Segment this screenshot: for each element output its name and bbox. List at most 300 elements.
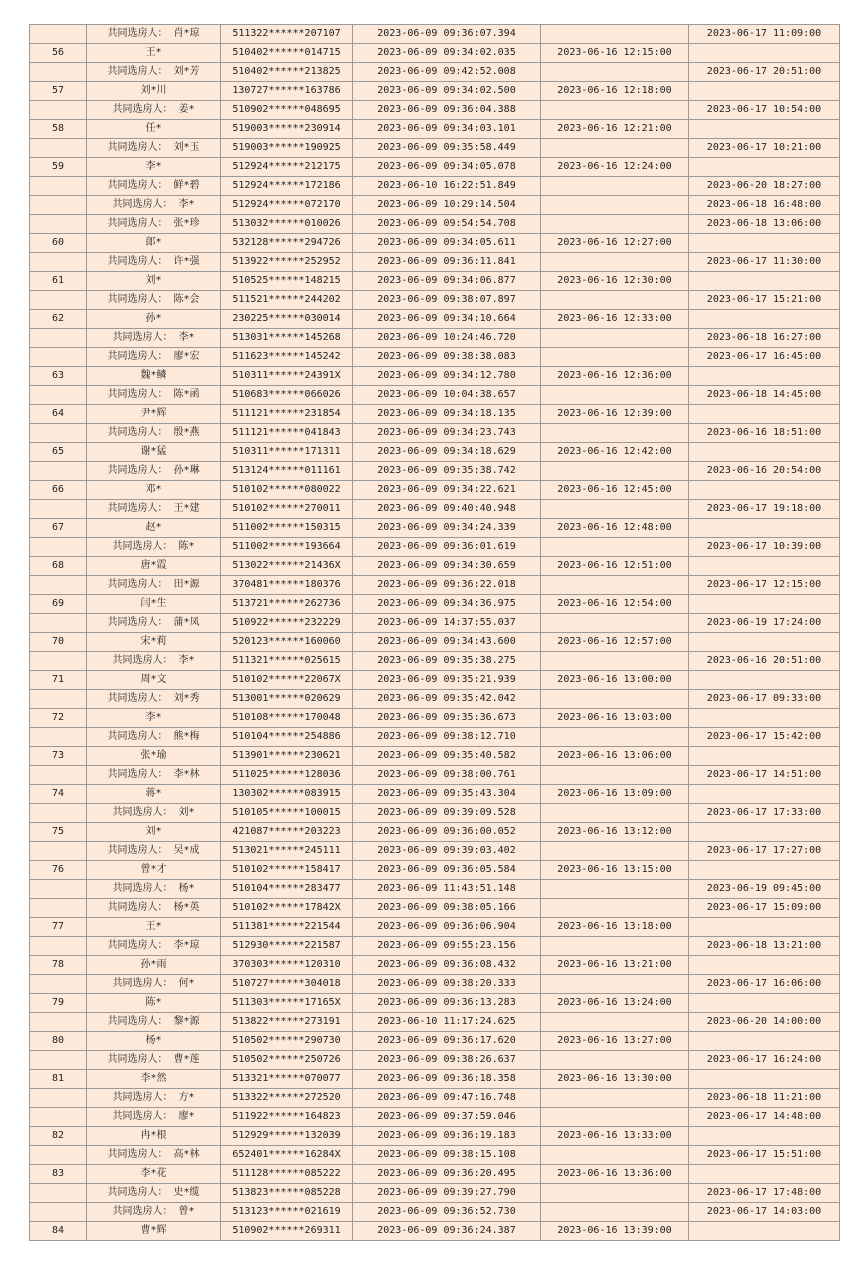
applicant-name-cell: 共同选房人： 方* xyxy=(87,1089,221,1108)
selection-time-cell xyxy=(541,766,689,785)
selection-time-cell xyxy=(541,1013,689,1032)
registration-time-cell: 2023-06-09 09:34:24.339 xyxy=(353,519,541,538)
selection-time-cell: 2023-06-16 12:39:00 xyxy=(541,405,689,424)
id-number-cell: 510108******170048 xyxy=(221,709,353,728)
table-row xyxy=(30,82,840,101)
selection-time-cell: 2023-06-16 13:27:00 xyxy=(541,1032,689,1051)
selection-time-cell xyxy=(541,975,689,994)
registration-time-cell: 2023-06-09 09:35:36.673 xyxy=(353,709,541,728)
table-row xyxy=(30,139,840,158)
applicant-name-cell: 李* xyxy=(87,158,221,177)
applicant-name-cell: 共同选房人： 李* xyxy=(87,652,221,671)
table-row xyxy=(30,405,840,424)
confirmation-time-cell: 2023-06-17 16:06:00 xyxy=(689,975,840,994)
selection-time-cell xyxy=(541,101,689,120)
confirmation-time-cell xyxy=(689,823,840,842)
confirmation-time-cell: 2023-06-17 16:24:00 xyxy=(689,1051,840,1070)
selection-time-cell: 2023-06-16 13:18:00 xyxy=(541,918,689,937)
registration-time-cell: 2023-06-09 09:55:23.156 xyxy=(353,937,541,956)
registration-time-cell: 2023-06-09 09:36:00.052 xyxy=(353,823,541,842)
applicant-name-cell: 王* xyxy=(87,918,221,937)
table-row xyxy=(30,576,840,595)
applicant-name-cell: 共同选房人： 李*林 xyxy=(87,766,221,785)
selection-time-cell: 2023-06-16 12:33:00 xyxy=(541,310,689,329)
confirmation-time-cell xyxy=(689,633,840,652)
table-row xyxy=(30,348,840,367)
id-number-cell: 510683******066026 xyxy=(221,386,353,405)
row-number-cell: 67 xyxy=(30,519,87,538)
id-number-cell: 421087******203223 xyxy=(221,823,353,842)
row-number-cell xyxy=(30,766,87,785)
row-number-cell xyxy=(30,652,87,671)
confirmation-time-cell: 2023-06-17 11:09:00 xyxy=(689,25,840,44)
table-row xyxy=(30,253,840,272)
applicant-name-cell: 陈* xyxy=(87,994,221,1013)
registration-time-cell: 2023-06-09 09:35:21.939 xyxy=(353,671,541,690)
registration-time-cell: 2023-06-09 09:34:30.659 xyxy=(353,557,541,576)
confirmation-time-cell: 2023-06-17 17:27:00 xyxy=(689,842,840,861)
confirmation-time-cell: 2023-06-18 13:21:00 xyxy=(689,937,840,956)
confirmation-time-cell xyxy=(689,272,840,291)
registration-time-cell: 2023-06-09 10:24:46.720 xyxy=(353,329,541,348)
row-number-cell xyxy=(30,937,87,956)
registration-time-cell: 2023-06-09 09:34:43.600 xyxy=(353,633,541,652)
selection-time-cell: 2023-06-16 13:06:00 xyxy=(541,747,689,766)
row-number-cell xyxy=(30,1051,87,1070)
confirmation-time-cell xyxy=(689,367,840,386)
confirmation-time-cell xyxy=(689,1127,840,1146)
row-number-cell xyxy=(30,728,87,747)
selection-time-cell: 2023-06-16 13:36:00 xyxy=(541,1165,689,1184)
registration-time-cell: 2023-06-09 09:34:23.743 xyxy=(353,424,541,443)
selection-time-cell xyxy=(541,139,689,158)
confirmation-time-cell xyxy=(689,918,840,937)
row-number-cell xyxy=(30,1089,87,1108)
selection-time-cell: 2023-06-16 12:54:00 xyxy=(541,595,689,614)
selection-time-cell: 2023-06-16 13:30:00 xyxy=(541,1070,689,1089)
selection-time-cell xyxy=(541,937,689,956)
selection-time-cell: 2023-06-16 12:51:00 xyxy=(541,557,689,576)
applicant-name-cell: 李*然 xyxy=(87,1070,221,1089)
applicant-name-cell: 李*花 xyxy=(87,1165,221,1184)
registration-time-cell: 2023-06-09 09:36:06.904 xyxy=(353,918,541,937)
table-row xyxy=(30,1108,840,1127)
applicant-name-cell: 共同选房人： 曾* xyxy=(87,1203,221,1222)
selection-time-cell xyxy=(541,424,689,443)
confirmation-time-cell: 2023-06-18 14:45:00 xyxy=(689,386,840,405)
applicant-name-cell: 共同选房人： 陈*会 xyxy=(87,291,221,310)
table-row xyxy=(30,367,840,386)
id-number-cell: 512924******072170 xyxy=(221,196,353,215)
registration-time-cell: 2023-06-09 09:38:38.083 xyxy=(353,348,541,367)
confirmation-time-cell: 2023-06-17 10:54:00 xyxy=(689,101,840,120)
confirmation-time-cell xyxy=(689,1070,840,1089)
table-row xyxy=(30,1127,840,1146)
confirmation-time-cell: 2023-06-17 10:39:00 xyxy=(689,538,840,557)
confirmation-time-cell: 2023-06-20 18:27:00 xyxy=(689,177,840,196)
applicant-name-cell: 刘* xyxy=(87,272,221,291)
table-row xyxy=(30,519,840,538)
confirmation-time-cell xyxy=(689,120,840,139)
id-number-cell: 513922******252952 xyxy=(221,253,353,272)
table-row xyxy=(30,975,840,994)
id-number-cell: 511128******085222 xyxy=(221,1165,353,1184)
confirmation-time-cell xyxy=(689,595,840,614)
row-number-cell: 70 xyxy=(30,633,87,652)
applicant-name-cell: 共同选房人： 李* xyxy=(87,196,221,215)
confirmation-time-cell: 2023-06-17 20:51:00 xyxy=(689,63,840,82)
applicant-name-cell: 宋*莉 xyxy=(87,633,221,652)
applicant-name-cell: 共同选房人： 刘* xyxy=(87,804,221,823)
confirmation-time-cell: 2023-06-17 09:33:00 xyxy=(689,690,840,709)
registration-time-cell: 2023-06-09 09:36:52.730 xyxy=(353,1203,541,1222)
confirmation-time-cell: 2023-06-18 11:21:00 xyxy=(689,1089,840,1108)
applicant-name-cell: 共同选房人： 何* xyxy=(87,975,221,994)
selection-time-cell: 2023-06-16 13:03:00 xyxy=(541,709,689,728)
table-row xyxy=(30,1203,840,1222)
applicant-name-cell: 曹*辉 xyxy=(87,1222,221,1241)
applicant-name-cell: 邓* xyxy=(87,481,221,500)
registration-time-cell: 2023-06-09 09:38:26.637 xyxy=(353,1051,541,1070)
confirmation-time-cell: 2023-06-19 17:24:00 xyxy=(689,614,840,633)
applicant-name-cell: 任* xyxy=(87,120,221,139)
table-row xyxy=(30,291,840,310)
row-number-cell xyxy=(30,1108,87,1127)
applicant-name-cell: 唐*霞 xyxy=(87,557,221,576)
id-number-cell: 511922******164823 xyxy=(221,1108,353,1127)
row-number-cell xyxy=(30,899,87,918)
table-row xyxy=(30,690,840,709)
row-number-cell: 82 xyxy=(30,1127,87,1146)
table-row xyxy=(30,728,840,747)
row-number-cell: 69 xyxy=(30,595,87,614)
applicant-name-cell: 共同选房人： 姜* xyxy=(87,101,221,120)
row-number-cell: 71 xyxy=(30,671,87,690)
applicant-name-cell: 共同选房人： 刘*芳 xyxy=(87,63,221,82)
registration-time-cell: 2023-06-09 09:34:02.035 xyxy=(353,44,541,63)
row-number-cell xyxy=(30,690,87,709)
row-number-cell xyxy=(30,842,87,861)
applicant-name-cell: 孙* xyxy=(87,310,221,329)
applicant-name-cell: 杨* xyxy=(87,1032,221,1051)
confirmation-time-cell xyxy=(689,994,840,1013)
applicant-name-cell: 闫*生 xyxy=(87,595,221,614)
registration-time-cell: 2023-06-09 09:36:08.432 xyxy=(353,956,541,975)
row-number-cell xyxy=(30,348,87,367)
table-row xyxy=(30,481,840,500)
selection-time-cell: 2023-06-16 12:27:00 xyxy=(541,234,689,253)
table-row xyxy=(30,994,840,1013)
table-row xyxy=(30,234,840,253)
table-row xyxy=(30,918,840,937)
registration-time-cell: 2023-06-09 09:39:03.402 xyxy=(353,842,541,861)
registration-time-cell: 2023-06-09 09:39:27.790 xyxy=(353,1184,541,1203)
row-number-cell: 63 xyxy=(30,367,87,386)
id-number-cell: 130727******163786 xyxy=(221,82,353,101)
id-number-cell: 511623******145242 xyxy=(221,348,353,367)
selection-time-cell xyxy=(541,291,689,310)
registration-time-cell: 2023-06-09 09:34:06.877 xyxy=(353,272,541,291)
row-number-cell: 74 xyxy=(30,785,87,804)
row-number-cell: 66 xyxy=(30,481,87,500)
registration-time-cell: 2023-06-09 09:39:09.528 xyxy=(353,804,541,823)
selection-time-cell xyxy=(541,804,689,823)
confirmation-time-cell: 2023-06-18 13:06:00 xyxy=(689,215,840,234)
confirmation-time-cell xyxy=(689,405,840,424)
applicant-name-cell: 共同选房人： 张*珍 xyxy=(87,215,221,234)
id-number-cell: 513031******145268 xyxy=(221,329,353,348)
row-number-cell: 56 xyxy=(30,44,87,63)
row-number-cell: 57 xyxy=(30,82,87,101)
id-number-cell: 510727******304018 xyxy=(221,975,353,994)
id-number-cell: 510102******080022 xyxy=(221,481,353,500)
id-number-cell: 510902******269311 xyxy=(221,1222,353,1241)
row-number-cell: 72 xyxy=(30,709,87,728)
selection-time-cell xyxy=(541,899,689,918)
confirmation-time-cell xyxy=(689,234,840,253)
selection-time-cell xyxy=(541,1108,689,1127)
row-number-cell xyxy=(30,1146,87,1165)
id-number-cell: 513901******230621 xyxy=(221,747,353,766)
confirmation-time-cell xyxy=(689,158,840,177)
id-number-cell: 370481******180376 xyxy=(221,576,353,595)
table-row xyxy=(30,158,840,177)
id-number-cell: 510502******250726 xyxy=(221,1051,353,1070)
registration-time-cell: 2023-06-09 09:36:05.584 xyxy=(353,861,541,880)
id-number-cell: 513022******21436X xyxy=(221,557,353,576)
id-number-cell: 511322******207107 xyxy=(221,25,353,44)
id-number-cell: 510402******213825 xyxy=(221,63,353,82)
table-row xyxy=(30,462,840,481)
row-number-cell xyxy=(30,424,87,443)
table-row xyxy=(30,1032,840,1051)
row-number-cell xyxy=(30,291,87,310)
row-number-cell: 79 xyxy=(30,994,87,1013)
registration-time-cell: 2023-06-09 09:36:19.183 xyxy=(353,1127,541,1146)
applicant-name-cell: 共同选房人： 田*源 xyxy=(87,576,221,595)
confirmation-time-cell: 2023-06-17 14:48:00 xyxy=(689,1108,840,1127)
selection-time-cell: 2023-06-16 12:36:00 xyxy=(541,367,689,386)
confirmation-time-cell xyxy=(689,519,840,538)
row-number-cell xyxy=(30,253,87,272)
row-number-cell xyxy=(30,614,87,633)
selection-time-cell: 2023-06-16 12:15:00 xyxy=(541,44,689,63)
registration-time-cell: 2023-06-09 09:34:05.611 xyxy=(353,234,541,253)
registration-time-cell: 2023-06-09 09:36:22.018 xyxy=(353,576,541,595)
registration-time-cell: 2023-06-10 11:17:24.625 xyxy=(353,1013,541,1032)
row-number-cell xyxy=(30,576,87,595)
id-number-cell: 370303******120310 xyxy=(221,956,353,975)
selection-time-cell xyxy=(541,1146,689,1165)
registration-time-cell: 2023-06-09 09:34:18.135 xyxy=(353,405,541,424)
table-row xyxy=(30,63,840,82)
table-row xyxy=(30,196,840,215)
applicant-name-cell: 刘*川 xyxy=(87,82,221,101)
confirmation-time-cell: 2023-06-17 10:21:00 xyxy=(689,139,840,158)
id-number-cell: 519003******190925 xyxy=(221,139,353,158)
selection-time-cell xyxy=(541,329,689,348)
applicant-name-cell: 共同选房人： 廖*宏 xyxy=(87,348,221,367)
table-row xyxy=(30,44,840,63)
registration-time-cell: 2023-06-09 09:36:17.620 xyxy=(353,1032,541,1051)
applicant-name-cell: 共同选房人： 殷*燕 xyxy=(87,424,221,443)
selection-time-cell: 2023-06-16 12:57:00 xyxy=(541,633,689,652)
registration-time-cell: 2023-06-09 09:38:15.108 xyxy=(353,1146,541,1165)
registration-time-cell: 2023-06-09 11:43:51.148 xyxy=(353,880,541,899)
table-row xyxy=(30,310,840,329)
registration-time-cell: 2023-06-09 09:34:05.078 xyxy=(353,158,541,177)
selection-time-cell: 2023-06-16 13:33:00 xyxy=(541,1127,689,1146)
selection-time-cell xyxy=(541,63,689,82)
table-row xyxy=(30,1146,840,1165)
id-number-cell: 512930******221587 xyxy=(221,937,353,956)
selection-time-cell xyxy=(541,196,689,215)
table-row xyxy=(30,861,840,880)
table-body xyxy=(30,25,840,1241)
applicant-name-cell: 冉*根 xyxy=(87,1127,221,1146)
table-row xyxy=(30,25,840,44)
row-number-cell xyxy=(30,975,87,994)
registration-time-cell: 2023-06-09 09:34:18.629 xyxy=(353,443,541,462)
row-number-cell: 61 xyxy=(30,272,87,291)
table-row xyxy=(30,1051,840,1070)
confirmation-time-cell: 2023-06-16 20:51:00 xyxy=(689,652,840,671)
id-number-cell: 510102******270011 xyxy=(221,500,353,519)
id-number-cell: 130302******083915 xyxy=(221,785,353,804)
confirmation-time-cell: 2023-06-17 15:09:00 xyxy=(689,899,840,918)
applicant-name-cell: 共同选房人： 黎*源 xyxy=(87,1013,221,1032)
selection-time-cell: 2023-06-16 13:09:00 xyxy=(541,785,689,804)
registration-time-cell: 2023-06-09 09:35:38.275 xyxy=(353,652,541,671)
id-number-cell: 511002******150315 xyxy=(221,519,353,538)
applicant-name-cell: 共同选房人： 李*琼 xyxy=(87,937,221,956)
selection-time-cell xyxy=(541,348,689,367)
applicant-name-cell: 刘* xyxy=(87,823,221,842)
registration-time-cell: 2023-06-09 09:34:10.664 xyxy=(353,310,541,329)
applicant-name-cell: 共同选房人： 杨* xyxy=(87,880,221,899)
registration-time-cell: 2023-06-09 09:36:24.387 xyxy=(353,1222,541,1241)
registration-time-cell: 2023-06-09 09:37:59.046 xyxy=(353,1108,541,1127)
confirmation-time-cell xyxy=(689,709,840,728)
confirmation-time-cell: 2023-06-17 15:51:00 xyxy=(689,1146,840,1165)
applicant-name-cell: 李* xyxy=(87,709,221,728)
selection-time-cell: 2023-06-16 12:24:00 xyxy=(541,158,689,177)
row-number-cell xyxy=(30,215,87,234)
applicant-name-cell: 曾*才 xyxy=(87,861,221,880)
registration-time-cell: 2023-06-09 09:42:52.008 xyxy=(353,63,541,82)
confirmation-time-cell xyxy=(689,557,840,576)
row-number-cell xyxy=(30,462,87,481)
id-number-cell: 513001******020629 xyxy=(221,690,353,709)
table-row xyxy=(30,633,840,652)
id-number-cell: 510104******283477 xyxy=(221,880,353,899)
selection-time-cell: 2023-06-16 13:15:00 xyxy=(541,861,689,880)
registration-time-cell: 2023-06-09 09:35:40.582 xyxy=(353,747,541,766)
selection-time-cell xyxy=(541,462,689,481)
row-number-cell xyxy=(30,101,87,120)
row-number-cell xyxy=(30,500,87,519)
selection-time-cell xyxy=(541,25,689,44)
row-number-cell: 75 xyxy=(30,823,87,842)
applicant-name-cell: 孙*雨 xyxy=(87,956,221,975)
selection-time-cell xyxy=(541,538,689,557)
row-number-cell: 78 xyxy=(30,956,87,975)
table-row xyxy=(30,215,840,234)
applicant-name-cell: 共同选房人： 吴*成 xyxy=(87,842,221,861)
id-number-cell: 511321******025615 xyxy=(221,652,353,671)
selection-time-cell xyxy=(541,576,689,595)
registration-time-cell: 2023-06-09 09:34:03.101 xyxy=(353,120,541,139)
confirmation-time-cell xyxy=(689,1032,840,1051)
registration-time-cell: 2023-06-09 09:36:18.358 xyxy=(353,1070,541,1089)
id-number-cell: 511002******193664 xyxy=(221,538,353,557)
selection-time-cell xyxy=(541,1089,689,1108)
selection-time-cell: 2023-06-16 13:00:00 xyxy=(541,671,689,690)
registration-time-cell: 2023-06-09 09:35:38.742 xyxy=(353,462,541,481)
id-number-cell: 513123******021619 xyxy=(221,1203,353,1222)
confirmation-time-cell: 2023-06-17 16:45:00 xyxy=(689,348,840,367)
selection-time-cell xyxy=(541,1203,689,1222)
row-number-cell xyxy=(30,880,87,899)
registration-time-cell: 2023-06-09 09:47:16.748 xyxy=(353,1089,541,1108)
table-row xyxy=(30,557,840,576)
row-number-cell: 64 xyxy=(30,405,87,424)
id-number-cell: 513321******070077 xyxy=(221,1070,353,1089)
id-number-cell: 511121******231854 xyxy=(221,405,353,424)
confirmation-time-cell xyxy=(689,956,840,975)
table-row xyxy=(30,101,840,120)
table-row xyxy=(30,386,840,405)
row-number-cell xyxy=(30,538,87,557)
registration-time-cell: 2023-06-09 09:35:43.304 xyxy=(353,785,541,804)
id-number-cell: 512924******172186 xyxy=(221,177,353,196)
applicant-name-cell: 共同选房人： 廖* xyxy=(87,1108,221,1127)
table-row xyxy=(30,1070,840,1089)
id-number-cell: 510102******22067X xyxy=(221,671,353,690)
id-number-cell: 510102******17842X xyxy=(221,899,353,918)
confirmation-time-cell: 2023-06-20 14:00:00 xyxy=(689,1013,840,1032)
applicant-name-cell: 谢*猛 xyxy=(87,443,221,462)
confirmation-time-cell: 2023-06-17 12:15:00 xyxy=(689,576,840,595)
table-row xyxy=(30,1165,840,1184)
id-number-cell: 519003******230914 xyxy=(221,120,353,139)
table-row xyxy=(30,595,840,614)
id-number-cell: 513822******273191 xyxy=(221,1013,353,1032)
confirmation-time-cell xyxy=(689,861,840,880)
id-number-cell: 513322******272520 xyxy=(221,1089,353,1108)
registration-time-cell: 2023-06-09 09:38:12.710 xyxy=(353,728,541,747)
id-number-cell: 510525******148215 xyxy=(221,272,353,291)
applicant-name-cell: 共同选房人： 许*强 xyxy=(87,253,221,272)
registration-time-cell: 2023-06-09 09:34:02.500 xyxy=(353,82,541,101)
row-number-cell xyxy=(30,1203,87,1222)
confirmation-time-cell: 2023-06-18 16:48:00 xyxy=(689,196,840,215)
table-row xyxy=(30,880,840,899)
selection-time-cell xyxy=(541,842,689,861)
applicant-name-cell: 尹*辉 xyxy=(87,405,221,424)
applicant-name-cell: 张*瑜 xyxy=(87,747,221,766)
id-number-cell: 510104******254886 xyxy=(221,728,353,747)
registration-time-cell: 2023-06-09 09:38:20.333 xyxy=(353,975,541,994)
table-row xyxy=(30,956,840,975)
confirmation-time-cell: 2023-06-18 16:27:00 xyxy=(689,329,840,348)
confirmation-time-cell: 2023-06-16 18:51:00 xyxy=(689,424,840,443)
id-number-cell: 510402******014715 xyxy=(221,44,353,63)
row-number-cell xyxy=(30,196,87,215)
id-number-cell: 512924******212175 xyxy=(221,158,353,177)
applicant-name-cell: 共同选房人： 杨*英 xyxy=(87,899,221,918)
registration-time-cell: 2023-06-09 09:34:36.975 xyxy=(353,595,541,614)
